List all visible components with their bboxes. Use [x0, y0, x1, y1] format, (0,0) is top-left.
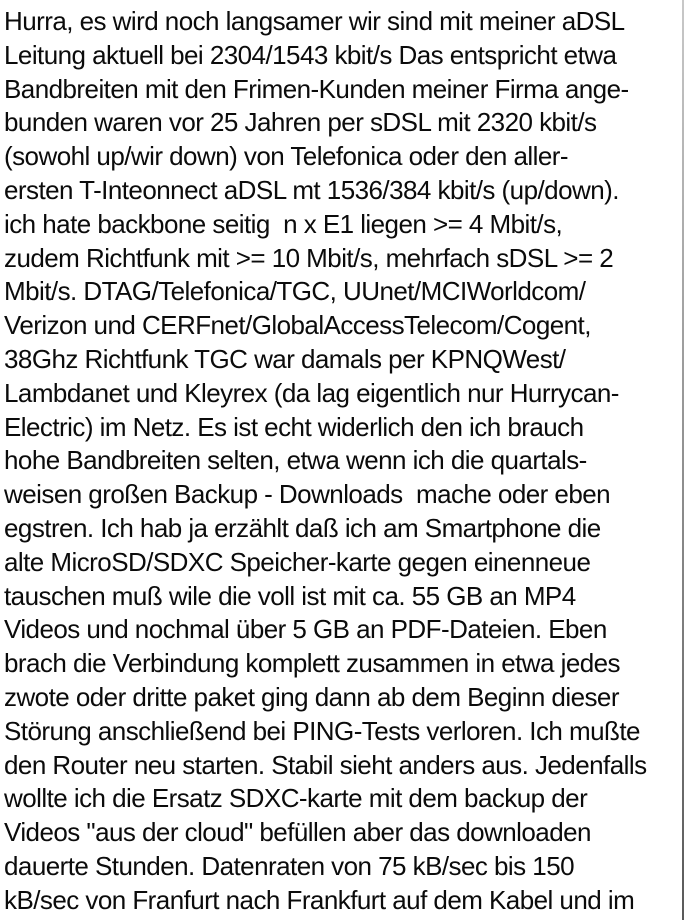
text-line: wollte ich die Ersatz SDXC-karte mit dem backup der [4, 783, 588, 814]
text-line: egstren. Ich hab ja erzählt daß ich am Smartphone die [4, 512, 601, 543]
text-line: bunden waren vor 25 Jahren per sDSL mit 2320 kbit/s [4, 107, 597, 138]
text-line: weisen großen Backup - Downloads mache oder eben [4, 479, 611, 510]
text-line: dauerte Stunden. Datenraten von 75 kB/sec bis 150 [4, 850, 575, 881]
text-line: hohe Bandbreiten selten, etwa wenn ich die quartals- [4, 445, 587, 476]
text-line: zwote oder dritte paket ging dann ab dem Beginn dieser [4, 681, 619, 712]
text-line: Videos und nochmal über 5 GB an PDF-Dateien. Eben [4, 614, 607, 645]
text-line: brach die Verbindung komplett zusammen in etwa jedes [4, 648, 620, 679]
text-line: alte MicroSD/SDXC Speicher-karte gegen einenneue [4, 546, 591, 577]
text-line: Leitung aktuell bei 2304/1543 kbit/s Das entspricht etwa [4, 39, 617, 70]
text-line: Störung anschließend bei PING-Tests verloren. Ich mußte [4, 715, 640, 746]
text-line: Hurra, es wird noch langsamer wir sind mit meiner aDSL [4, 6, 625, 36]
text-line: Mbit/s. DTAG/Telefonica/TGC, UUnet/MCIWorldcom/ [4, 276, 586, 307]
text-line: ersten T-Inteonnect aDSL mt 1536/384 kbit/s (up/down). [4, 174, 619, 205]
text-line: ich hate backbone seitig n x E1 liegen >= 4 Mbit/s, [4, 208, 563, 239]
text-line: tauschen muß wile die voll ist mit ca. 55 GB an MP4 [4, 580, 576, 611]
text-line: (sowohl up/wir down) von Telefonica oder den aller- [4, 141, 569, 172]
text-line: Videos "aus der cloud" befüllen aber das downloaden [4, 817, 591, 848]
text-line: Verizon und CERFnet/GlobalAccessTelecom/Cogent, [4, 310, 591, 341]
text-line: kB/sec von Franfurt nach Frankfurt auf dem Kabel und im [4, 884, 635, 915]
text-line: 38Ghz Richtfunk TGC war damals per KPNQWest/ [4, 343, 566, 374]
text-line: zudem Richtfunk mit >= 10 Mbit/s, mehrfach sDSL >= 2 [4, 242, 614, 273]
text-line: Electric) im Netz. Es ist echt widerlich den ich brauch [4, 411, 584, 442]
text-line: den Router neu starten. Stabil sieht anders aus. Jedenfalls [4, 749, 647, 780]
text-line: Bandbreiten mit den Frimen-Kunden meiner Firma ange- [4, 73, 629, 104]
text-line: Lambdanet und Kleyrex (da lag eigentlich nur Hurrycan- [4, 377, 619, 408]
